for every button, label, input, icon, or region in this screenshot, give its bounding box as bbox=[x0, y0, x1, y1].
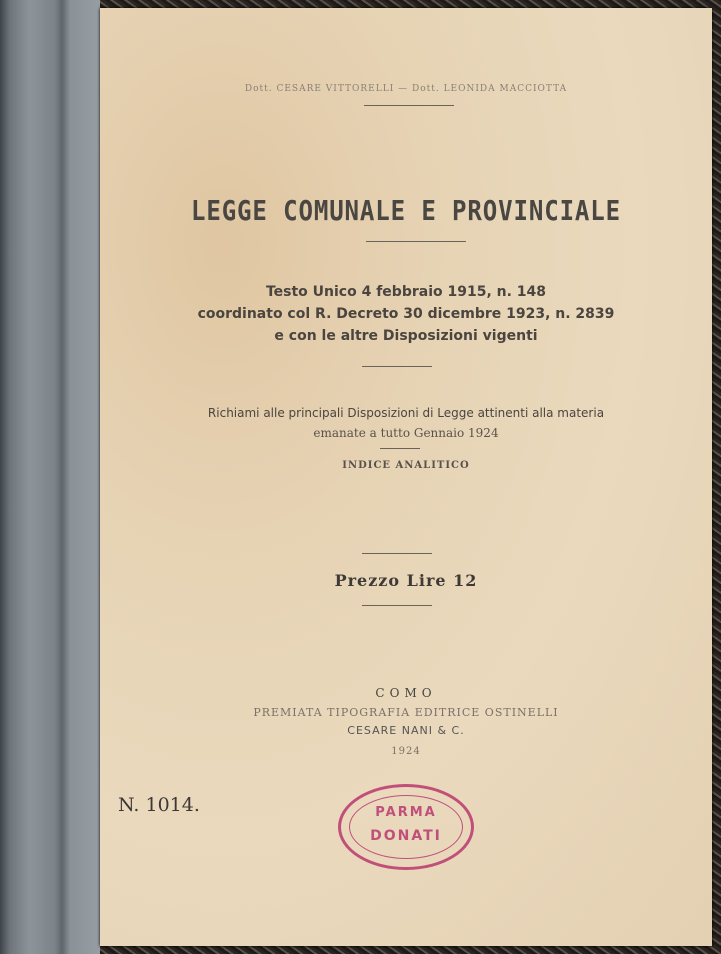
book-cover bbox=[100, 8, 712, 946]
authors: Dott. CESARE VITTORELLI — Dott. LEONIDA MACCIOTTA bbox=[244, 84, 568, 94]
divider bbox=[380, 448, 420, 449]
divider bbox=[362, 553, 432, 554]
printer-owner: CESARE NANI & C. bbox=[347, 724, 465, 737]
stamp-name: DONATI bbox=[370, 828, 442, 844]
stamp-city: PARMA bbox=[375, 805, 437, 820]
divider bbox=[364, 105, 454, 106]
copy-number: N. 1014. bbox=[118, 794, 200, 816]
divider bbox=[362, 366, 432, 367]
printer-year: 1924 bbox=[391, 746, 421, 757]
subtitle-line: e con le altre Disposizioni vigenti bbox=[274, 328, 538, 344]
index-label: INDICE ANALITICO bbox=[342, 460, 470, 471]
divider bbox=[362, 605, 432, 606]
printer-name: PREMIATA TIPOGRAFIA EDITRICE OSTINELLI bbox=[253, 706, 559, 719]
references-line: Richiami alle principali Disposizioni di Legge attinenti alla materia bbox=[207, 406, 605, 420]
divider bbox=[366, 241, 466, 242]
title: LEGGE COMUNALE E PROVINCIALE bbox=[190, 194, 621, 227]
book-spine bbox=[0, 0, 110, 954]
subtitle-line: coordinato col R. Decreto 30 dicembre 1923, n. 2839 bbox=[197, 306, 615, 322]
references-line: emanate a tutto Gennaio 1924 bbox=[313, 426, 499, 440]
library-stamp bbox=[338, 784, 474, 870]
printer-city: COMO bbox=[375, 686, 437, 700]
subtitle-line: Testo Unico 4 febbraio 1915, n. 148 bbox=[265, 284, 547, 300]
price: Prezzo Lire 12 bbox=[334, 571, 478, 590]
